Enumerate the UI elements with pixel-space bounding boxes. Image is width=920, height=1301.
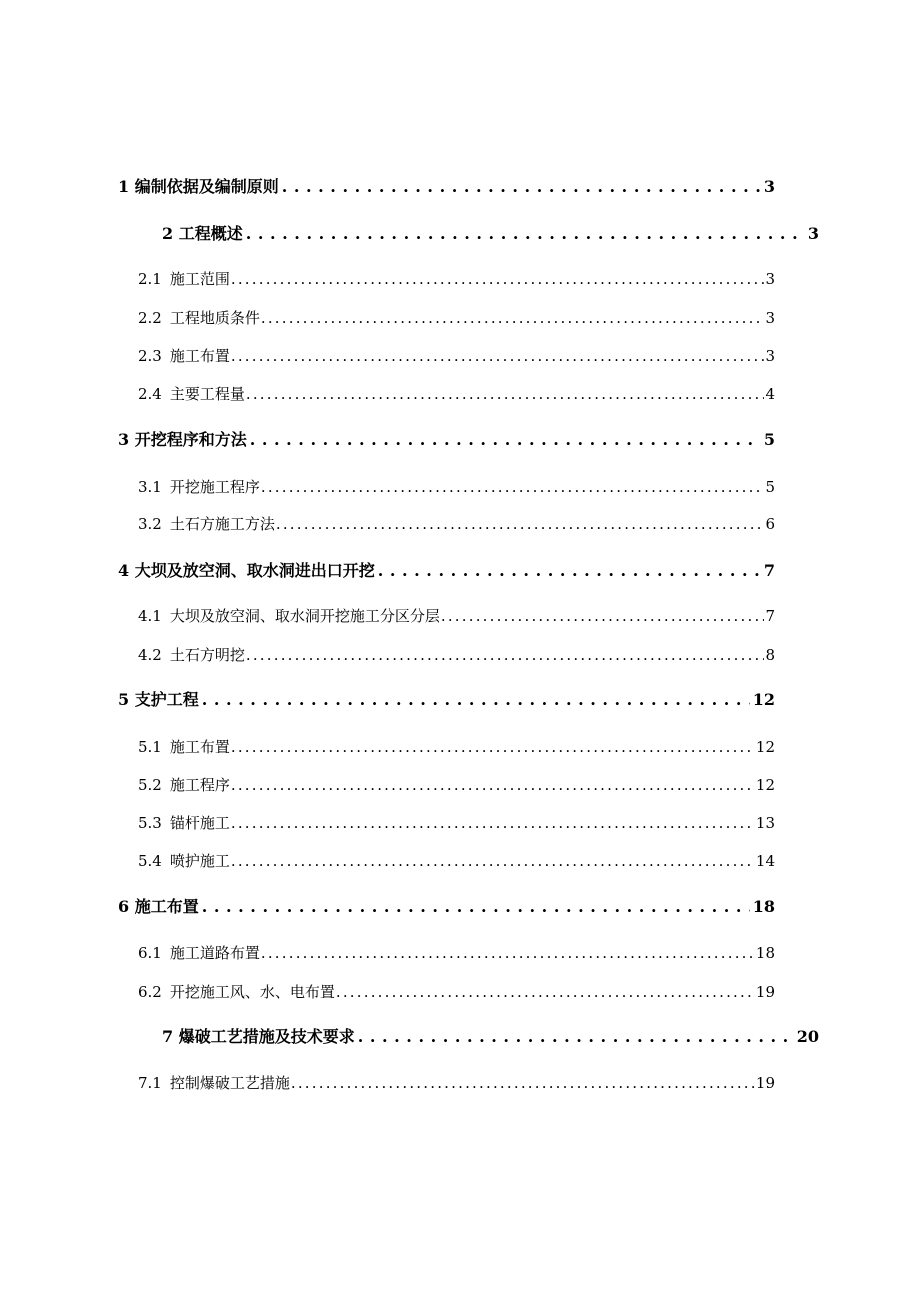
dot-leader: [261, 941, 755, 965]
dot-leader: [441, 604, 765, 628]
toc-entry-6[interactable]: [118, 895, 775, 919]
toc-entry-title: 施工程序: [169, 776, 230, 794]
toc-entry-title: 锚杆施工: [169, 814, 230, 832]
dot-leader: [261, 475, 765, 499]
toc-entry-title: 编制依据及编制原则: [134, 177, 279, 196]
toc-entry-6-2[interactable]: [138, 980, 775, 1004]
dot-leader: [261, 306, 765, 330]
toc-entry-4-2[interactable]: [138, 643, 775, 667]
toc-entry-page: 19: [755, 983, 775, 1001]
dot-leader: [202, 895, 750, 919]
toc-entry-number: 6.2: [138, 983, 162, 1001]
toc-entry-2-2[interactable]: [138, 306, 775, 330]
toc-entry-7-1[interactable]: [138, 1071, 775, 1095]
toc-entry-3[interactable]: [118, 428, 775, 452]
toc-entry-title: 施工布置: [169, 738, 230, 756]
toc-entry-number: 7: [162, 1027, 174, 1046]
toc-entry-page: 5: [763, 430, 775, 449]
toc-entry-page: 18: [755, 944, 775, 962]
toc-entry-page: 3: [765, 270, 775, 288]
toc-entry-number: 2.1: [138, 270, 162, 288]
toc-entry-page: 3: [807, 224, 819, 243]
toc-entry-title: 大坝及放空洞、取水洞开挖施工分区分层: [169, 607, 440, 625]
toc-entry-number: 5.4: [138, 852, 162, 870]
toc-entry-title: 工程地质条件: [169, 309, 260, 327]
toc-entry-page: 3: [765, 347, 775, 365]
toc-entry-7[interactable]: [162, 1025, 819, 1049]
dot-leader: [231, 735, 755, 759]
toc-entry-number: 4: [118, 561, 130, 580]
toc-entry-title: 爆破工艺措施及技术要求: [178, 1027, 355, 1046]
dot-leader: [291, 1071, 755, 1095]
dot-leader: [358, 1025, 794, 1049]
toc-entry-4[interactable]: [118, 559, 775, 583]
dot-leader: [231, 811, 755, 835]
toc-entry-5[interactable]: [118, 688, 775, 712]
dot-leader: [231, 344, 765, 368]
toc-entry-2-4[interactable]: [138, 382, 775, 406]
toc-entry-number: 6: [118, 897, 130, 916]
toc-entry-number: 2.2: [138, 309, 162, 327]
toc-entry-number: 5.2: [138, 776, 162, 794]
toc-entry-number: 5: [118, 690, 130, 709]
toc-entry-number: 2.4: [138, 385, 162, 403]
dot-leader: [246, 382, 765, 406]
toc-entry-page: 20: [796, 1027, 819, 1046]
dot-leader: [202, 688, 750, 712]
dot-leader: [378, 559, 761, 583]
toc-entry-page: 7: [763, 561, 775, 580]
toc-entry-number: 1: [118, 177, 130, 196]
dot-leader: [336, 980, 755, 1004]
toc-entry-4-1[interactable]: [138, 604, 775, 628]
toc-entry-page: 8: [765, 646, 775, 664]
toc-entry-page: 3: [765, 309, 775, 327]
dot-leader: [246, 222, 805, 246]
toc-entry-title: 施工道路布置: [169, 944, 260, 962]
toc-entry-number: 6.1: [138, 944, 162, 962]
toc-entry-page: 3: [763, 177, 775, 196]
toc-entry-page: 12: [755, 776, 775, 794]
dot-leader: [246, 643, 765, 667]
toc-entry-page: 19: [755, 1074, 775, 1092]
toc-entry-title: 大坝及放空洞、取水洞进出口开挖: [134, 561, 375, 580]
toc-entry-5-3[interactable]: [138, 811, 775, 835]
toc-entry-page: 14: [755, 852, 775, 870]
toc-entry-title: 主要工程量: [169, 385, 245, 403]
dot-leader: [231, 773, 755, 797]
toc-entry-1[interactable]: [118, 175, 775, 199]
toc-entry-title: 土石方明挖: [169, 646, 245, 664]
toc-entry-page: 13: [755, 814, 775, 832]
toc-entry-title: 工程概述: [178, 224, 243, 243]
dot-leader: [231, 849, 755, 873]
toc-entry-title: 施工范围: [169, 270, 230, 288]
toc-entry-5-2[interactable]: [138, 773, 775, 797]
dot-leader: [276, 512, 765, 536]
toc-entry-number: 4.1: [138, 607, 162, 625]
toc-entry-page: 12: [752, 690, 775, 709]
toc-entry-page: 18: [752, 897, 775, 916]
toc-entry-3-2[interactable]: [138, 512, 775, 536]
toc-entry-number: 2: [162, 224, 174, 243]
toc-entry-title: 开挖程序和方法: [134, 430, 247, 449]
toc-entry-title: 施工布置: [134, 897, 199, 916]
dot-leader: [250, 428, 761, 452]
toc-entry-title: 开挖施工程序: [169, 478, 260, 496]
toc-entry-number: 3.2: [138, 515, 162, 533]
toc-entry-number: 7.1: [138, 1074, 162, 1092]
toc-entry-title: 支护工程: [134, 690, 199, 709]
toc-entry-2-3[interactable]: [138, 344, 775, 368]
toc-entry-page: 5: [765, 478, 775, 496]
dot-leader: [282, 175, 761, 199]
toc-entry-title: 喷护施工: [169, 852, 230, 870]
toc-entry-page: 6: [765, 515, 775, 533]
toc-entry-page: 12: [755, 738, 775, 756]
toc-entry-page: 7: [765, 607, 775, 625]
toc-entry-2-1[interactable]: [138, 267, 775, 291]
toc-entry-number: 3.1: [138, 478, 162, 496]
toc-entry-title: 土石方施工方法: [169, 515, 275, 533]
toc-entry-2[interactable]: [162, 222, 819, 246]
toc-entry-5-1[interactable]: [138, 735, 775, 759]
toc-entry-page: 4: [765, 385, 775, 403]
toc-entry-3-1[interactable]: [138, 475, 775, 499]
toc-entry-number: 2.3: [138, 347, 162, 365]
toc-entry-5-4[interactable]: [138, 849, 775, 873]
toc-entry-title: 控制爆破工艺措施: [169, 1074, 290, 1092]
toc-entry-number: 4.2: [138, 646, 162, 664]
toc-entry-number: 5.1: [138, 738, 162, 756]
toc-entry-number: 3: [118, 430, 130, 449]
toc-entry-title: 开挖施工风、水、电布置: [169, 983, 335, 1001]
dot-leader: [231, 267, 765, 291]
toc-entry-number: 5.3: [138, 814, 162, 832]
toc-entry-title: 施工布置: [169, 347, 230, 365]
toc-entry-6-1[interactable]: [138, 941, 775, 965]
